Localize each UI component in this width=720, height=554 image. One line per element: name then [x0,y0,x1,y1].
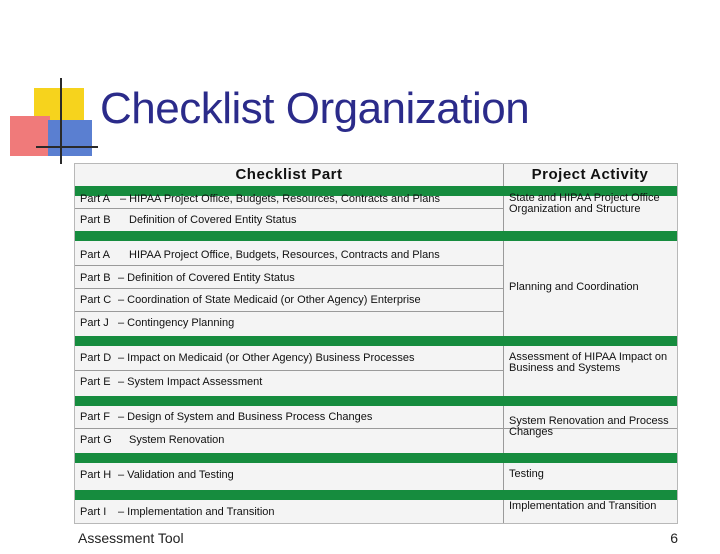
vertical-rule [60,78,62,164]
row-part-h-code: Part H [80,469,112,481]
group-band-5 [75,453,677,463]
row-part-i-code: Part I [80,506,107,518]
row-part-d-code: Part D [80,352,112,364]
row-part-b-code: Part B [80,214,111,226]
horizontal-rule [36,146,98,148]
row-part-a-code: Part A [80,193,110,205]
row-part-a-desc-2: HIPAA Project Office, Budgets, Resources, Contracts and Plans [129,249,440,261]
row-part-e-code: Part E [80,376,111,388]
row-divider [75,311,503,312]
blue-square [48,120,92,156]
activity-renovation: System Renovation and Process Changes [509,415,669,438]
row-part-i-desc: – Implementation and Transition [118,506,275,518]
row-divider [75,288,503,289]
row-part-f-desc: – Design of System and Business Process Changes [118,411,373,423]
group-band-3 [75,336,677,346]
slide-title: Checklist Organization [100,84,530,133]
group-band-4 [75,396,677,406]
group-band-6 [75,490,677,500]
row-part-b-code-2: Part B [80,272,111,284]
corner-decoration [0,0,110,170]
row-part-g-code: Part G [80,434,112,446]
row-divider [75,208,503,209]
row-part-a-code-2: Part A [80,249,110,261]
activity-assessment: Assessment of HIPAA Impact on Business and Systems [509,351,668,374]
activity-planning: Planning and Coordination [509,281,639,293]
checklist-table [74,163,678,524]
row-part-j-code: Part J [80,317,109,329]
row-part-g-desc: System Renovation [129,434,225,446]
header-checklist-part: Checklist Part [235,166,343,183]
red-square [10,116,50,156]
group-band-2 [75,231,677,241]
page-number: 6 [670,530,678,546]
activity-testing: Testing [509,468,544,480]
header-project-activity: Project Activity [531,166,649,183]
row-divider [75,370,503,371]
row-part-c-desc: – Coordination of State Medicaid (or Other Agency) Enterprise [118,294,421,306]
row-part-f-code: Part F [80,411,110,423]
row-part-b-desc: Definition of Covered Entity Status [129,214,297,226]
activity-implementation: Implementation and Transition [509,500,657,512]
row-part-h-desc: – Validation and Testing [118,469,234,481]
row-part-j-desc: – Contingency Planning [118,317,235,329]
footer-text: Assessment Tool [78,530,184,546]
row-part-b-desc-2: – Definition of Covered Entity Status [118,272,295,284]
activity-project-office: State and HIPAA Project Office Organization and Structure [509,192,660,215]
row-part-a-desc: – HIPAA Project Office, Budgets, Resources, Contracts and Plans [120,193,440,205]
row-divider [75,265,503,266]
row-part-e-desc: – System Impact Assessment [118,376,263,388]
row-part-d-desc: – Impact on Medicaid (or Other Agency) Business Processes [118,352,415,364]
row-part-c-code: Part C [80,294,112,306]
